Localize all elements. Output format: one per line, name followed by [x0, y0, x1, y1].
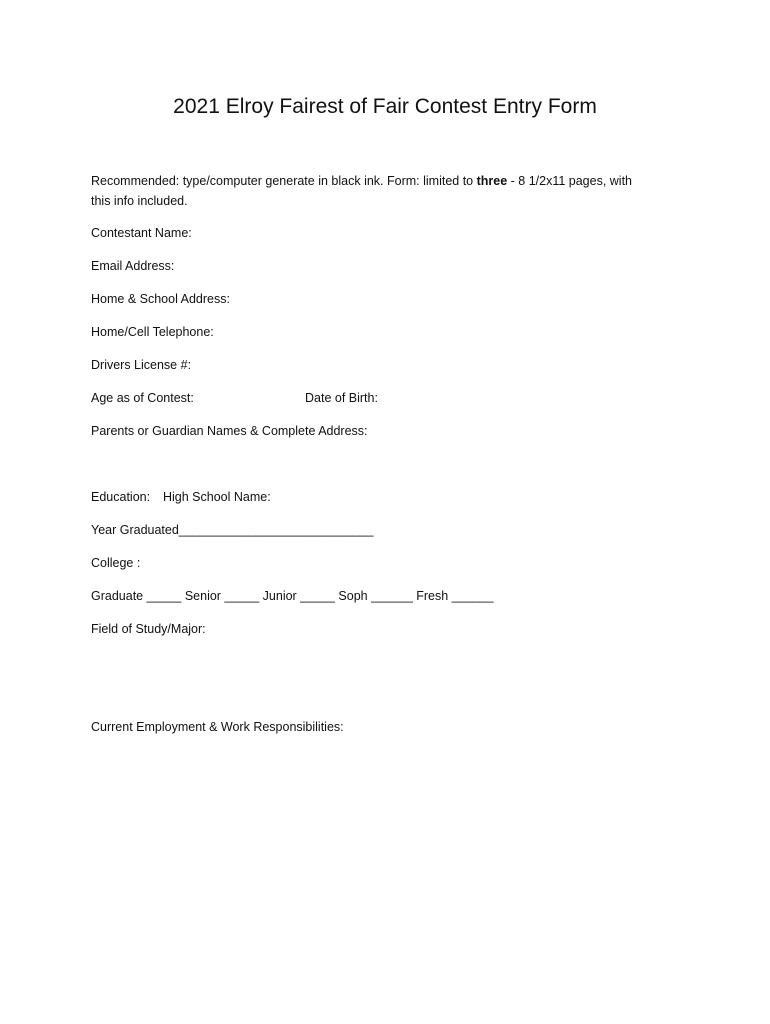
home-school-address-label: Home & School Address:	[91, 292, 230, 306]
age-label: Age as of Contest:	[91, 391, 194, 405]
year-graduated-label: Year Graduated____________________________	[91, 523, 374, 537]
parents-guardian-label: Parents or Guardian Names & Complete Address:	[91, 424, 368, 438]
intro-text-part1: Recommended: type/computer generate in black ink. Form: limited to	[91, 174, 477, 188]
field-of-study-label: Field of Study/Major:	[91, 622, 206, 636]
education-label: Education:	[91, 490, 151, 504]
drivers-license-label: Drivers License #:	[91, 358, 192, 372]
page-title: 2021 Elroy Fairest of Fair Contest Entry Form	[173, 95, 597, 118]
email-label: Email Address:	[91, 259, 175, 273]
college-label: College :	[91, 556, 141, 570]
date-of-birth-label: Date of Birth:	[305, 391, 378, 405]
intro-paragraph	[91, 171, 691, 211]
high-school-name-label: High School Name:	[163, 490, 271, 504]
class-level-line: Graduate _____ Senior _____ Junior _____ Soph ______ Fresh ______	[91, 589, 494, 603]
intro-text-line2: this info included.	[91, 194, 188, 208]
intro-text-part2: - 8 1/2x11 pages, with	[507, 174, 633, 188]
intro-emphasis: three	[476, 174, 508, 188]
contestant-name-label: Contestant Name:	[91, 226, 192, 240]
telephone-label: Home/Cell Telephone:	[91, 325, 214, 339]
employment-label: Current Employment & Work Responsibilities:	[91, 720, 344, 734]
